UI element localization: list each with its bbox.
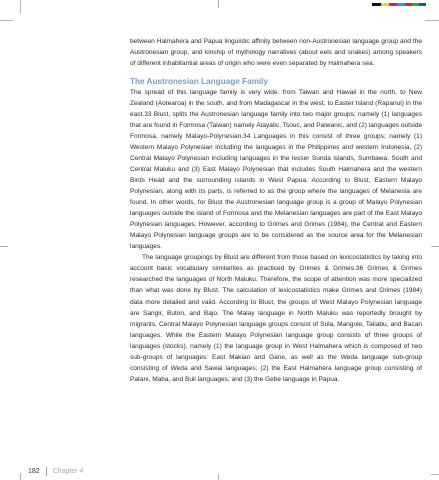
footer-divider bbox=[46, 467, 47, 476]
chapter-label: Chapter 4 bbox=[52, 468, 84, 475]
section-heading: The Austronesian Language Family bbox=[130, 76, 268, 86]
paragraph: between Halmahera and Papua linguistic affinity between non-Austronesian language group and the Austronesian group, and kinship of mythology narratives (about eels and snakes) among speakers of different inhabitantial areas of origin who were even separated by Halmahera sea. bbox=[130, 38, 422, 68]
page-number: 182 bbox=[28, 468, 40, 475]
color-bar bbox=[389, 3, 397, 6]
crop-mark bbox=[431, 246, 439, 247]
paragraph: The spread of this language family is very wide: from Taiwan and Hawaii in the north, to New Zealand (Aotearoa) in the south, and from Madagascar in the west, to Easter Island (Rapanui) in the east.33 Blust, splits the Austronesian language family into two major groups; namely (1) languages that are found in Formosa (Taiwan) namely Atayalic, Tsouc, and Paiwanic, and (2) languages outside Formosa, namely Malayo-Polynesian.34 Languages in this consist of three groups; namely (1) Western Malayo Polynesian including the languages in the Philippines and western Indonesia, (2) Central Malayo Polynesian including languages in the lesser Sunda islands, Sumbawa, South and Central Maluku and (3) East Malayo Polynesian that includes South Halmahera and the western Birds Head and the surrounding islands in West Papua. According to Blust, Eastern Malayo Polynesian, along with its parts, is referred to as the group where the languages of Melanesia are found. In other words, for Blust the Austronesian language group is a group of Malayo Polynesian languages outside the island of Formosa and the Melanesian languages are part of the East Malayo Polynesian languages. However, according to Grimes and Grimes (1984), the Central and Eastern Malayo Polynesian language groups are to be considered as the source area for the Melanesian languages. bbox=[130, 88, 422, 251]
crop-mark bbox=[0, 20, 14, 21]
color-bar bbox=[419, 3, 426, 6]
crop-mark bbox=[218, 0, 219, 8]
color-bar bbox=[372, 3, 381, 6]
paragraph: The language groupings by Blust are different from those based on lexicostatistics by taking into account basic vocabulary similarities as practiced by Grimes & Grimes.36 Grimes & Grimes researched the languages of North Maluku. Therefore, the scope of attention was more specialized than what was done by Blust. The calculation of lexicostatistics make Grimes and Grimes (1984) data more detailed and valid. According to Blust, the groups of West Malayo Polynesian language are Sangir, Buton, and Bajo. The Malay language in North Maluku was reportedly brought by migrants. Central Malayo Polynesian language groups consist of Sula, Mangole, Taliabu, and Bacan languages. While the Eastern Malayo Polynesian language group consists of three groups of languages (stocks), namely (1) the language group in West Halmahera which is composed of two sub-groups of languages: East Makian and Gane, as well as the Weda language sub-group consisting of Weda and Sawai languages; (2) the East Halmahera language group consisting of Patani, Maba, and Buli languages; and (3) the Gebe language in Papua. bbox=[130, 254, 422, 383]
page-footer bbox=[28, 467, 83, 476]
crop-mark bbox=[218, 474, 219, 480]
color-bar bbox=[405, 3, 412, 6]
color-bar bbox=[412, 3, 419, 6]
crop-mark bbox=[20, 0, 21, 14]
page-content bbox=[130, 36, 422, 385]
crop-mark bbox=[0, 246, 8, 247]
crop-mark bbox=[425, 20, 439, 21]
crop-mark bbox=[431, 474, 439, 475]
crop-mark bbox=[20, 473, 21, 480]
color-bar bbox=[397, 3, 405, 6]
color-bar bbox=[381, 3, 389, 6]
